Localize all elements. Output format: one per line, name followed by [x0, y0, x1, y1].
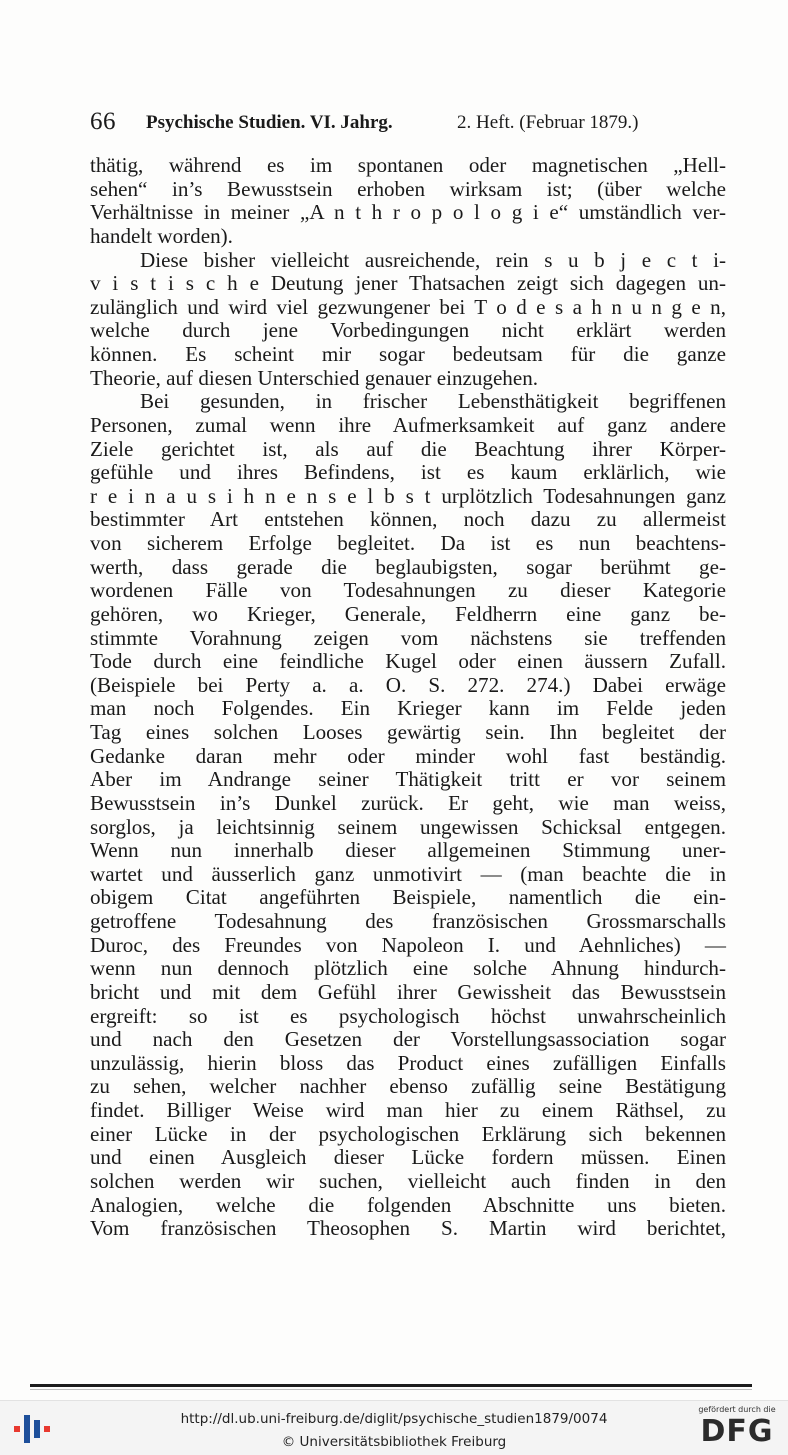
text-line: ergreift: so ist es psychologisch höchst unwahrscheinlich — [90, 1003, 726, 1028]
text-line: Bewusstsein in’s Dunkel zurück. Er geht, wie man weiss, — [90, 790, 726, 815]
text-line: sorglos, ja leichtsinnig seinem ungewissen Schicksal entgegen. — [90, 814, 726, 839]
text-line: wartet und äusserlich ganz unmotivirt — (man beachte die in — [90, 861, 726, 886]
text-line: Duroc, des Freundes von Napoleon I. und Aehnliches) — — [90, 932, 726, 957]
text-line: Aber im Andrange seiner Thätigkeit tritt er vor seinem — [90, 767, 726, 792]
text-line: sehen“ in’s Bewusstsein erhoben wirksam ist; (über welche — [90, 176, 726, 201]
text-line: Theorie, auf diesen Unterschied genauer einzugehen. — [90, 365, 539, 390]
text-line: thätig, während es im spontanen oder magnetischen „Hell- — [90, 153, 726, 177]
text-line: gefühle und ihres Befindens, ist es kaum erklärlich, wie — [90, 460, 726, 485]
text-line: bestimmter Art entstehen können, noch dazu zu allermeist — [90, 507, 726, 532]
text-line: stimmte Vorahnung zeigen vom nächstens sie treffenden — [90, 625, 726, 650]
text-line: können. Es scheint mir sogar bedeutsam für die ganze — [90, 342, 726, 366]
text-line: werth, dass gerade die beglaubigsten, sogar berühmt ge- — [90, 554, 726, 579]
text-line: Ziele gerichtet ist, als auf die Beachtung ihrer Körper- — [90, 436, 726, 461]
text-line: einer Lücke in der psychologischen Erklärung sich bekennen — [90, 1121, 726, 1146]
text-line: zulänglich und wird viel gezwungener bei T o d e s a h n u n g e n, — [90, 294, 726, 319]
text-line: von sicherem Erfolge begleitet. Da ist es nun beachtens- — [90, 531, 726, 555]
text-line: bricht und mit dem Gefühl ihrer Gewissheit das Bewusstsein — [90, 979, 726, 1004]
text-line: welche durch jene Vorbedingungen nicht erklärt werden — [90, 318, 726, 343]
bottom-rule-shadow — [30, 1389, 752, 1390]
permalink-url[interactable]: http://dl.ub.uni-freiburg.de/diglit/psychische_studien1879/0074 — [180, 1411, 608, 1427]
text-line: und einen Ausgleich dieser Lücke fordern müssen. Einen — [90, 1145, 726, 1170]
journal-title: Psychische Studien. VI. Jahrg. — [146, 112, 393, 133]
issue-info: 2. Heft. (Februar 1879.) — [457, 112, 639, 133]
text-line: r e i n a u s i h n e n s e l b s t urplötzlich Todesahnungen ganz — [90, 483, 726, 508]
dfg-logo-icon: DFG — [700, 1414, 774, 1449]
text-line: man noch Folgendes. Ein Krieger kann im Felde jeden — [90, 696, 726, 721]
text-line: Personen, zumal wenn ihre Aufmerksamkeit auf ganz andere — [90, 412, 726, 437]
text-line: getroffene Todesahnung des französischen Grossmarschalls — [90, 909, 726, 933]
university-library-logo-icon — [12, 1409, 52, 1449]
text-line: gehören, wo Krieger, Generale, Feldherrn eine ganz be- — [90, 601, 726, 626]
text-line: Bei gesunden, in frischer Lebensthätigkeit begriffenen — [140, 389, 726, 414]
text-line: Tode durch eine feindliche Kugel oder einen äussern Zufall. — [90, 649, 726, 674]
text-line: Analogien, welche die folgenden Abschnitte uns bieten. — [90, 1192, 726, 1217]
running-head — [90, 108, 730, 138]
dfg-funding-logo — [692, 1405, 782, 1453]
body-text — [90, 154, 726, 1241]
dfg-caption: gefördert durch die — [698, 1405, 776, 1414]
text-line: unzulässig, hierin bloss das Product eines zufälligen Einfalls — [90, 1050, 726, 1075]
copyright-notice: © Universitätsbibliothek Freiburg — [281, 1434, 507, 1450]
text-line: Tag eines solchen Looses gewärtig sein. Ihn begleitet der — [90, 720, 726, 744]
text-line: und nach den Gesetzen der Vorstellungsassociation sogar — [90, 1027, 726, 1052]
viewer-footer — [0, 1400, 788, 1455]
text-line: handelt worden). — [90, 223, 233, 248]
text-line: (Beispiele bei Perty a. a. O. S. 272. 274.) Dabei erwäge — [90, 672, 726, 697]
text-line: zu sehen, welcher nachher ebenso zufällig seine Bestätigung — [90, 1074, 726, 1099]
text-line: Verhältnisse in meiner „A n t h r o p o l o g i e“ umständlich ver- — [90, 200, 726, 225]
text-line: v i s t i s c h e Deutung jener Thatsachen zeigt sich dagegen un- — [90, 271, 726, 296]
text-line: findet. Billiger Weise wird man hier zu einem Räthsel, zu — [90, 1098, 726, 1122]
text-line: obigem Citat angeführten Beispiele, namentlich die ein- — [90, 885, 726, 910]
text-line: wordenen Fälle von Todesahnungen zu dieser Kategorie — [90, 578, 726, 603]
text-line: Diese bisher vielleicht ausreichende, rein s u b j e c t i- — [140, 247, 726, 272]
text-line: Gedanke daran mehr oder minder wohl fast beständig. — [90, 743, 726, 768]
text-line: Vom französischen Theosophen S. Martin wird berichtet, — [90, 1216, 726, 1241]
text-line: wenn nun dennoch plötzlich eine solche Ahnung hindurch- — [90, 956, 726, 981]
text-line: solchen werden wir suchen, vielleicht auch finden in den — [90, 1168, 726, 1193]
page-number: 66 — [90, 108, 116, 135]
bottom-rule — [30, 1384, 752, 1387]
text-line: Wenn nun innerhalb dieser allgemeinen Stimmung uner- — [90, 838, 726, 863]
